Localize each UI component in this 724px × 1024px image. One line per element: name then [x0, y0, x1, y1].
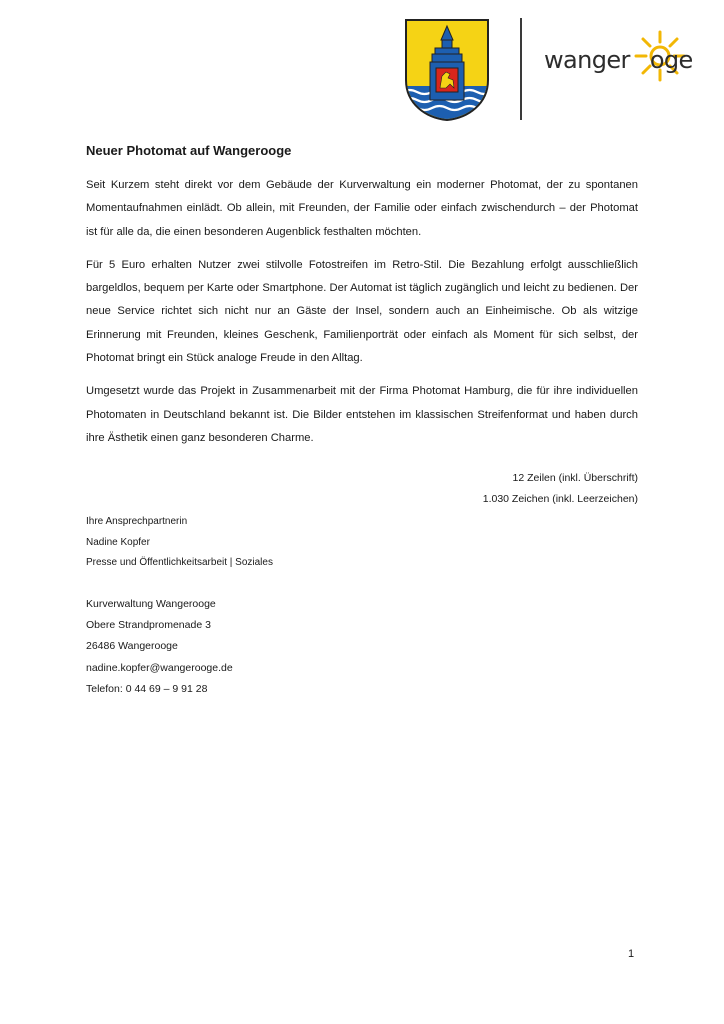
- paragraph-2: Für 5 Euro erhalten Nutzer zwei stilvolle Fotostreifen im Retro-Stil. Die Bezahlung erfolgt ausschließlich bargeldlos, bequem per Karte oder Smartphone. Der Automat ist täglich zugänglich und leicht zu bedienen. Der neue Service richtet sich nicht nur an Gäste der Insel, sondern auch an Einheimische. Ob als witzige Erinnerung mit Freunden, kleines Geschenk, Familienporträt oder einfach als Moment für sich selbst, der Photomat bringt ein Stück analoge Freude in den Alltag.: [86, 258, 638, 365]
- paragraph-1: Seit Kurzem steht direkt vor dem Gebäude der Kurverwaltung ein moderner Photomat, der zu spontanen Momentaufnahmen einlädt. Ob allein, mit Freunden, der Familie oder einfach zwischendurch – der Photomat ist für alle da, die einen besonderen Augenblick festhalten möchten.: [86, 179, 638, 238]
- headline: Neuer Photomat auf Wangerooge: [86, 143, 292, 158]
- article: [86, 142, 638, 460]
- contact-role: Presse und Öffentlichkeitsarbeit | Soziales: [86, 557, 273, 568]
- contact-name: Nadine Kopfer: [86, 536, 150, 548]
- header-divider: [520, 18, 522, 120]
- brand-wordmark: [544, 46, 693, 74]
- contact-label: Ihre Ansprechpartnerin: [86, 516, 188, 527]
- phone-number: Telefon: 0 44 69 – 9 91 28: [86, 682, 208, 695]
- text-statistics: [483, 468, 638, 510]
- contact-person: [86, 512, 273, 574]
- page-number: 1: [628, 948, 635, 960]
- email-link[interactable]: nadine.kopfer@wangerooge.de: [86, 661, 233, 674]
- line-count: 12 Zeilen (inkl. Überschrift): [512, 472, 638, 484]
- character-count: 1.030 Zeichen (inkl. Leerzeichen): [482, 493, 638, 505]
- wangerooge-coat-of-arms-icon: [402, 18, 492, 122]
- paragraph-3: Umgesetzt wurde das Projekt in Zusammenarbeit mit der Firma Photomat Hamburg, die für ihre individuellen Photomaten in Deutschland bekannt ist. Die Bilder entstehen im klassischen Streifenformat und haben durch ihre Ästhetik einen ganz besonderen Charme.: [86, 385, 638, 444]
- brand-text-after: oge: [649, 46, 693, 74]
- brand-text-before: wanger: [544, 46, 630, 74]
- city-address: 26486 Wangerooge: [86, 640, 178, 653]
- contact-address: [86, 594, 233, 700]
- organization-name: Kurverwaltung Wangerooge: [86, 598, 216, 610]
- wangerooge-logo: [544, 28, 708, 94]
- street-address: Obere Strandpromenade 3: [86, 619, 211, 632]
